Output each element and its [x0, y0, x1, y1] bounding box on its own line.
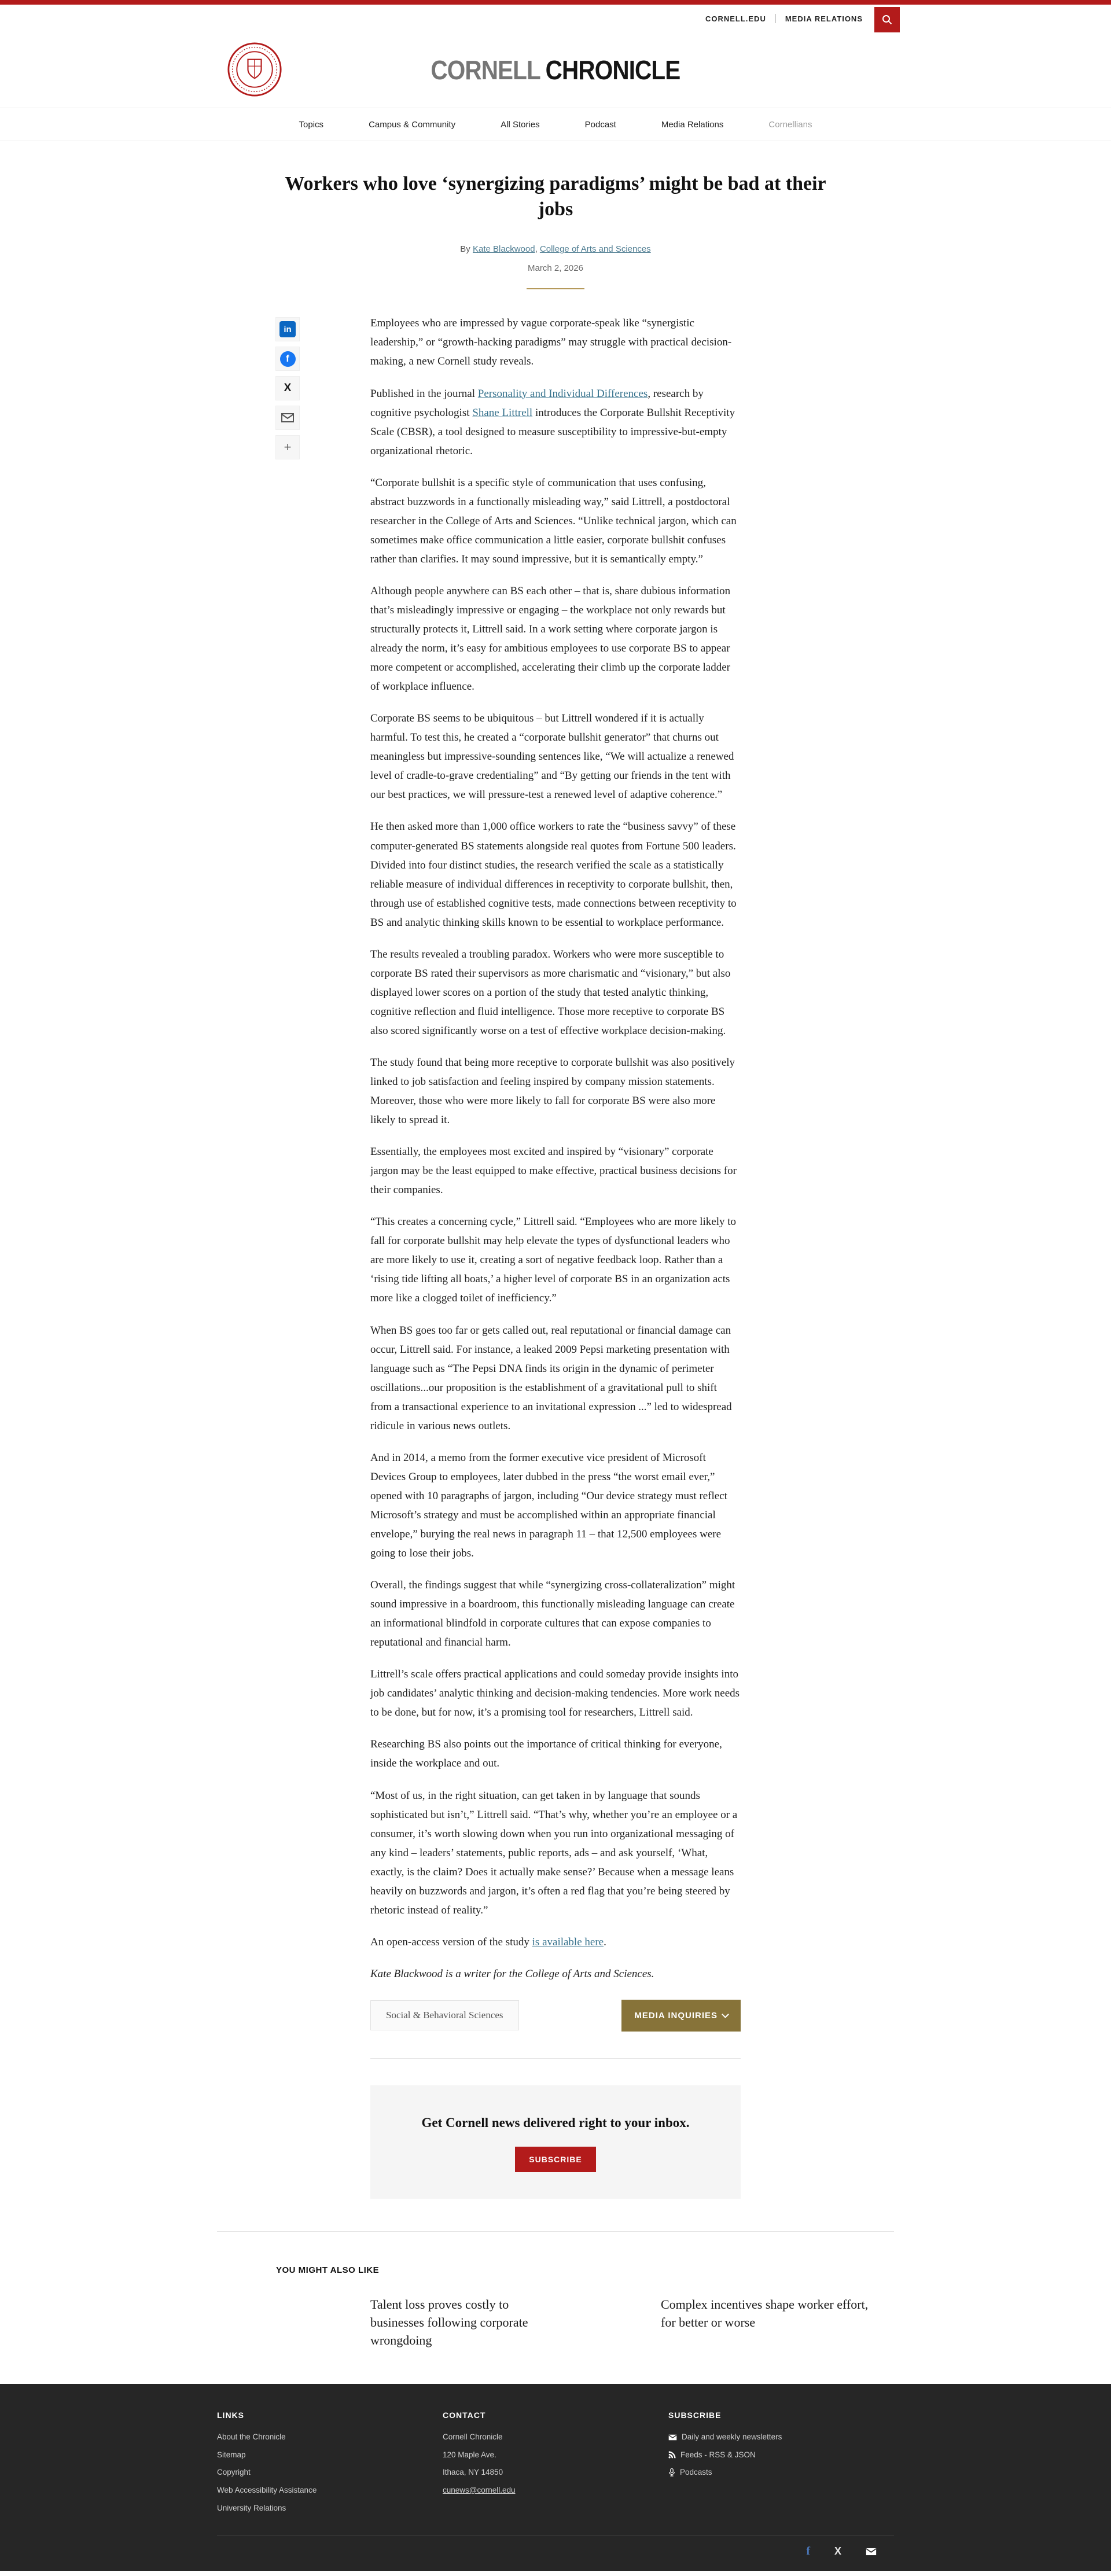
affiliation-link[interactable]: College of Arts and Sciences	[539, 244, 651, 255]
article-paragraph: And in 2014, a memo from the former executive vice president of Microsoft Devices Group to employees, later dubbed in the press “the worst email ever,” opened with 10 paragraphs of jargon, including “Our device strategy must reflect Microsoft’s strategy and must be accomplished within an appropriate financial envelope,” burying the real news in paragraph 11 – that 12,500 employees were going to lose their jobs.	[370, 1451, 727, 1560]
byline	[0, 244, 1111, 254]
gold-divider	[527, 288, 584, 289]
email-icon	[281, 413, 294, 422]
footer-link-item	[217, 2449, 443, 2461]
footer-links-heading: LINKS	[217, 2411, 244, 2420]
footer-link-item	[217, 2485, 443, 2496]
footer-link[interactable]: Sitemap	[217, 2450, 246, 2459]
linkedin-icon: in	[279, 321, 296, 337]
footer-subscribe-column	[668, 2411, 894, 2520]
footer-envelope-link[interactable]	[668, 2431, 894, 2443]
footer-subscribe-label: Daily and weekly newsletters	[682, 2433, 782, 2442]
main-nav	[0, 108, 1111, 141]
site-title-cornell: CORNELL	[431, 55, 540, 85]
podcast-icon	[668, 2468, 675, 2476]
article-paragraph: “Corporate bullshit is a specific style of communication that uses confusing, abstract buzzwords in a functionally misleading way,” said Littrell, a postdoctoral researcher in the College of Arts and Sciences. “Unlike technical jargon, which can sometimes make office communication a little easier, corporate bullshit confuses rather than clarifies. It may sound impressive, but it is semantically empty.”	[370, 476, 737, 565]
footer-contact-line	[443, 2485, 668, 2496]
footer-contact-heading: CONTACT	[443, 2411, 486, 2420]
footer-social-facebook-button[interactable]	[806, 2545, 810, 2558]
share-x-button[interactable]	[275, 376, 300, 400]
article	[0, 141, 1111, 2384]
nav-item-cornellians[interactable]: Cornellians	[768, 119, 812, 130]
article-paragraph: Kate Blackwood is a writer for the College of Arts and Sciences.	[370, 1967, 654, 1980]
footer-contact-line: Ithaca, NY 14850	[443, 2468, 503, 2477]
article-paragraph: Employees who are impressed by vague corporate-speak like “synergistic leadership,” or “growth-hacking paradigms” may struggle with practical decision-making, a new Cornell study reveals.	[370, 317, 732, 368]
article-paragraph: “This creates a concerning cycle,” Littrell said. “Employees who are more likely to fall for corporate bullshit may help elevate the types of dysfunctional leaders who are more likely to use it, creating a sort of negative feedback loop. Rather than a ‘rising tide lifting all boats,’ a higher level of corporate BS in an organization acts more like a clogged toilet of inefficiency.”	[370, 1216, 737, 1305]
related-article-link[interactable]: Talent loss proves costly to businesses following corporate wrongdoing	[370, 2297, 528, 2347]
related-heading: YOU MIGHT ALSO LIKE	[276, 2265, 380, 2275]
masthead	[0, 32, 1111, 108]
article-paragraph: Researching BS also points out the importance of critical thinking for everyone, inside the workplace and out.	[370, 1738, 722, 1770]
article-paragraph: Essentially, the employees most excited and inspired by “visionary” corporate jargon may be the least equipped to make effective, practical business decisions for their companies.	[370, 1146, 737, 1197]
article-link[interactable]: Shane Littrell	[472, 406, 533, 419]
site-title-chronicle: CHRONICLE	[545, 55, 680, 85]
nav-item-campus-community[interactable]: Campus & Community	[369, 119, 456, 130]
chevron-down-icon	[722, 2011, 729, 2018]
footer-link[interactable]: Copyright	[217, 2468, 251, 2477]
utility-bar	[0, 5, 1111, 32]
share-rail	[275, 317, 300, 459]
footer-subscribe-item	[668, 2467, 894, 2478]
footer-rss-link[interactable]	[668, 2449, 894, 2461]
footer-contact-column	[443, 2411, 668, 2520]
x-icon: X	[284, 382, 292, 395]
envelope-icon	[668, 2434, 677, 2441]
footer-link-item	[217, 2467, 443, 2478]
email-icon	[866, 2548, 877, 2556]
footer-subscribe-item	[668, 2449, 894, 2461]
article-paragraph: Published in the journal Personality and Individual Differences, research by cognitive psychologist Shane Littrell introduces the Corporate Bullshit Receptivity Scale (CBSR), a tool designed to measure susceptibility to impressive-but-empty organizational rhetoric.	[370, 387, 735, 457]
article-paragraph: “Most of us, in the right situation, can get taken in by language that sounds sophisticated but isn’t,” Littrell said. “That’s why, whether you’re an employee or a consumer, it’s worth slowing down when you run into organizational messaging of any kind – leaders’ statements, public reports, ads – and ask yourself, ‘What, exactly, is the claim? Does it actually make sense?’ Because when a message leans heavily on buzzwords and jargon, it’s often a red flag that you’re being steered by rhetoric instead of reality.”	[370, 1789, 738, 1916]
article-paragraph: Corporate BS seems to be ubiquitous – but Littrell wondered if it is actually harmful. To test this, he created a “corporate bullshit generator” that churns out meaningless but impressive-sounding sentences like, “We will actualize a renewed level of cradle-to-grave credentialing” and “By getting our friends in the tent with our best practices, we will pressure-test a renewed level of adaptive coherence.”	[370, 712, 734, 801]
article-paragraph: Although people anywhere can BS each other – that is, share dubious information that’s misleadingly impressive or engaging – the workplace not only rewards but structurally protects it, Littrell said. In a work setting where corporate jargon is already the norm, it’s easy for ambitious employees to use corporate BS to appear more competent or accomplished, accelerating their climb up the corporate ladder of workplace influence.	[370, 584, 731, 693]
footer-social-row	[217, 2535, 894, 2571]
newsletter-heading: Get Cornell news delivered right to your inbox.	[421, 2115, 690, 2130]
section-divider	[217, 2231, 894, 2232]
nav-item-topics[interactable]: Topics	[299, 119, 324, 130]
share-email-button[interactable]	[275, 406, 300, 430]
article-title: Workers who love ‘synergizing paradigms’ might be bad at their jobs	[285, 173, 826, 220]
footer-contact-line: 120 Maple Ave.	[443, 2450, 496, 2459]
article-paragraph: Littrell’s scale offers practical applications and could someday provide insights into job candidates’ analytic thinking and decision-making tendencies. More work needs to be done, but for now, it’s a promising tool for researchers, Littrell said.	[370, 1668, 740, 1719]
footer-subscribe-item	[668, 2431, 894, 2443]
utility-separator	[775, 14, 776, 23]
article-date: March 2, 2026	[528, 263, 583, 274]
share-plus-button[interactable]	[275, 435, 300, 459]
article-paragraph: The results revealed a troubling paradox. Workers who were more susceptible to corporate BS rated their supervisors as more charismatic and “visionary,” but also displayed lower scores on a portion of the study that tested analytic thinking, cognitive reflection and fluid intelligence. Those more receptive to corporate BS also scored significantly worse on a test of effective workplace decision-making.	[370, 948, 731, 1037]
footer-podcast-link[interactable]	[668, 2467, 894, 2478]
footer-social-x-button[interactable]	[834, 2545, 841, 2557]
footer-links-column	[217, 2411, 443, 2520]
facebook-icon: f	[806, 2545, 810, 2558]
footer-link[interactable]: Web Accessibility Assistance	[217, 2486, 317, 2495]
footer	[0, 2384, 1111, 2571]
plus-icon: +	[284, 440, 292, 455]
share-facebook-button[interactable]	[275, 347, 300, 371]
media-relations-link[interactable]: MEDIA RELATIONS	[785, 14, 863, 23]
article-link[interactable]: Personality and Individual Differences	[477, 387, 648, 400]
site-title[interactable]	[0, 32, 1111, 108]
nav-item-podcast[interactable]: Podcast	[584, 119, 616, 130]
rss-icon	[668, 2451, 676, 2459]
x-icon: X	[834, 2545, 841, 2557]
cornell-seal-logo[interactable]	[227, 42, 282, 97]
newsletter-box	[370, 2085, 741, 2199]
subscribe-button[interactable]: SUBSCRIBE	[515, 2147, 595, 2172]
footer-social-email-button[interactable]	[866, 2548, 877, 2556]
footer-subscribe-heading: SUBSCRIBE	[668, 2411, 722, 2420]
related-article-link[interactable]: Complex incentives shape worker effort, for better or worse	[661, 2297, 869, 2330]
nav-item-all-stories[interactable]: All Stories	[501, 119, 540, 130]
facebook-icon: f	[280, 351, 296, 367]
footer-subscribe-label: Feeds - RSS & JSON	[680, 2450, 756, 2459]
article-paragraph: When BS goes too far or gets called out, real reputational or financial damage can occur, Littrell said. For instance, a leaked 2009 Pepsi marketing presentation with language such as “The Pepsi DNA finds its origin in the dynamic of perimeter oscillations...our proposition is the establishment of a gravitational pull to shift from a transactional experience to an invitational expression ...” led to widespread ridicule in various news outlets.	[370, 1324, 732, 1432]
footer-contact-line: Cornell Chronicle	[443, 2433, 503, 2442]
search-button[interactable]	[874, 7, 900, 32]
article-link[interactable]: is available here	[532, 1935, 604, 1948]
byline-prefix: By	[460, 244, 473, 255]
author-link[interactable]: Kate Blackwood	[472, 244, 535, 255]
footer-link-item	[217, 2431, 443, 2443]
article-paragraph: He then asked more than 1,000 office workers to rate the “business savvy” of these computer-generated BS statements alongside real quotes from Fortune 500 leaders. Divided into four distinct studies, the research verified the scale as a statistically reliable measure of individual differences in receptivity to corporate bullshit, then, through use of established cognitive tests, made connections between receptivity to BS and analytic thinking skills known to be essential to workplace performance.	[370, 820, 737, 929]
footer-link[interactable]: University Relations	[217, 2503, 286, 2512]
footer-link[interactable]: About the Chronicle	[217, 2433, 286, 2442]
search-icon	[881, 14, 893, 25]
footer-link-item	[217, 2503, 443, 2514]
cornell-edu-link[interactable]: CORNELL.EDU	[705, 14, 766, 23]
media-inquiries-button[interactable]	[621, 2000, 741, 2032]
topic-tag[interactable]: Social & Behavioral Sciences	[370, 2000, 519, 2030]
byline-separator: ,	[535, 244, 540, 255]
related-articles	[217, 2296, 894, 2384]
share-linkedin-button[interactable]	[275, 317, 300, 341]
top-accent-bar	[0, 0, 1111, 5]
article-paragraph: Overall, the findings suggest that while “synergizing cross-collateralization” might sound impressive in a boardroom, this functionally misleading language can create an informational blindfold in corporate cultures that can expose companies to reputational and financial harm.	[370, 1579, 735, 1649]
footer-subscribe-label: Podcasts	[680, 2468, 712, 2477]
article-paragraph: An open-access version of the study is available here.	[370, 1935, 606, 1948]
article-paragraph: The study found that being more receptive to corporate bullshit was also positively linked to job satisfaction and feeling inspired by company mission statements. Moreover, those who were more likely to fall for corporate BS were also more likely to spread it.	[370, 1056, 735, 1127]
nav-item-media-relations[interactable]: Media Relations	[661, 119, 724, 130]
footer-email-link[interactable]: cunews@cornell.edu	[443, 2486, 516, 2495]
media-inquiries-label: MEDIA INQUIRIES	[634, 2010, 718, 2021]
article-divider	[370, 2058, 741, 2059]
